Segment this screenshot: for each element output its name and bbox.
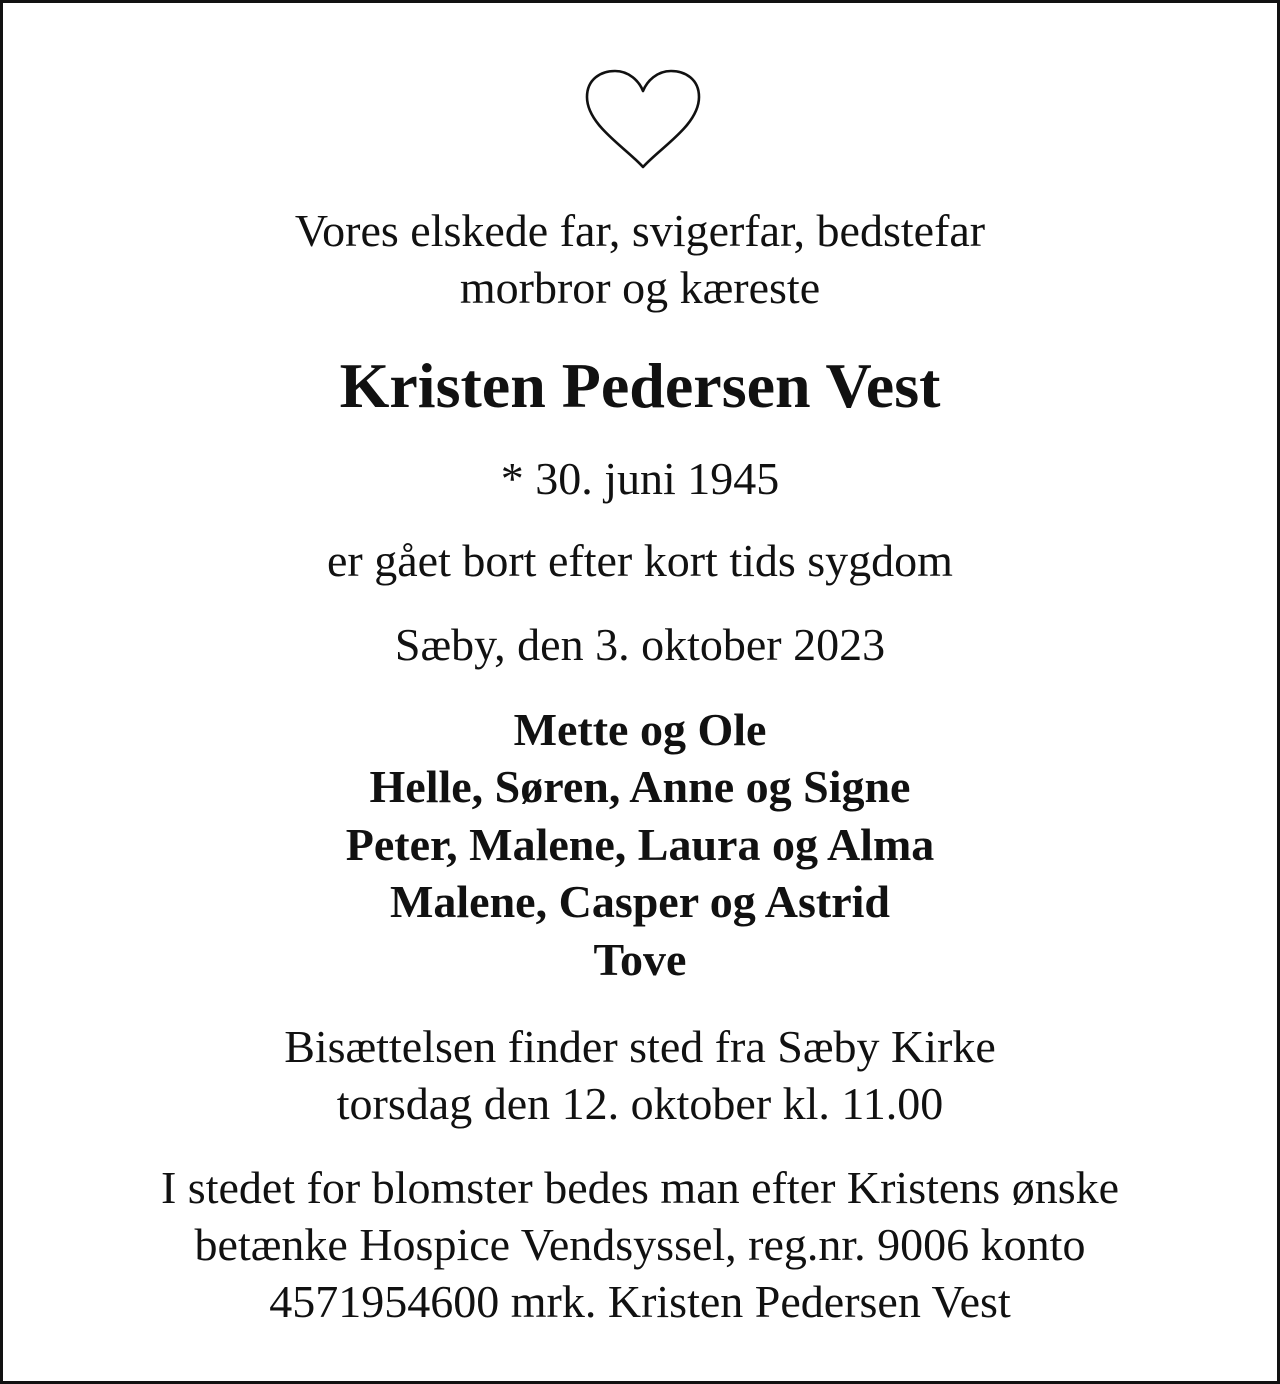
place-and-date: Sæby, den 3. oktober 2023	[394, 619, 886, 670]
family-line-5: Tove	[593, 934, 687, 985]
family-line-2: Helle, Søren, Anne og Signe	[369, 761, 911, 812]
funeral-line-1: Bisættelsen finder sted fra Sæby Kirke	[284, 1021, 996, 1072]
family-line-3: Peter, Malene, Laura og Alma	[345, 819, 935, 870]
family-line-4: Malene, Casper og Astrid	[389, 876, 890, 927]
funeral-line-2: torsdag den 12. oktober kl. 11.00	[336, 1078, 944, 1129]
deceased-name: Kristen Pedersen Vest	[339, 350, 941, 421]
intro-line-2: morbror og kæreste	[459, 262, 821, 313]
intro-line-1: Vores elskede far, svigerfar, bedstefar	[294, 205, 986, 256]
donation-line-3: 4571954600 mrk. Kristen Pedersen Vest	[269, 1276, 1011, 1327]
donation-line-2: betænke Hospice Vendsyssel, reg.nr. 9006 konto	[194, 1219, 1086, 1270]
passing-text: er gået bort efter kort tids sygdom	[327, 535, 953, 586]
birth-date: * 30. juni 1945	[500, 453, 780, 504]
family-line-1: Mette og Ole	[513, 704, 767, 755]
heart-icon	[583, 67, 703, 173]
donation-line-1: I stedet for blomster bedes man efter Kristens ønske	[160, 1162, 1120, 1213]
